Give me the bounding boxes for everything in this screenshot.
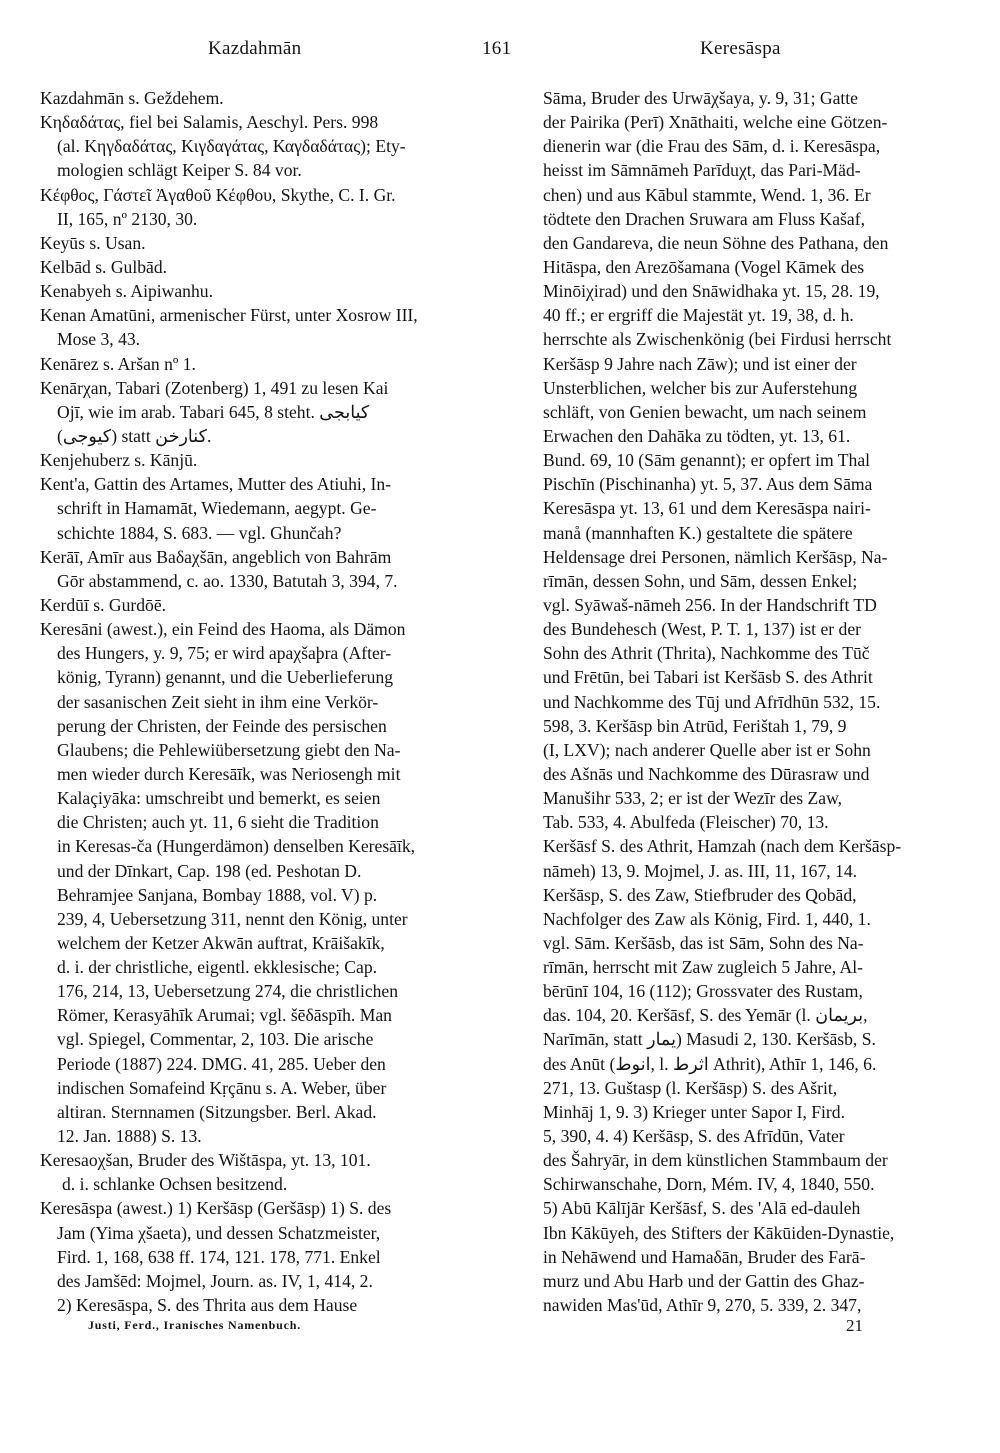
text-line: des Jamšēd: Mojmel, Journ. as. IV, 1, 414, 2. [57,1270,373,1291]
text-line: Kenjehuberz s. Kānjū. [40,450,198,471]
text-line: Nachfolger des Zaw als König, Fird. 1, 440, 1. [543,908,871,929]
text-line: Kenabyeh s. Aipiwanhu. [40,281,213,302]
text-line: 598, 3. Keršāsp bin Atrūd, Ferištah 1, 79, 9 [543,715,847,736]
text-line: Glaubens; die Pehlewiübersetzung giebt den Na- [57,739,401,760]
text-line: und der Dīnkart, Cap. 198 (ed. Peshotan D. [57,860,362,881]
text-line: perung der Christen, der Feinde des persischen [57,715,387,736]
text-line: Sohn des Athrit (Thrita), Nachkomme des Tūč [543,643,870,664]
text-line: Keresāspa (awest.) 1) Keršāsp (Geršāsp) 1) S. des [40,1198,392,1219]
text-line: des Hungers, y. 9, 75; er wird apaχšaþra (After- [57,643,392,664]
text-line: in Nehāwend und Hamaδān, Bruder des Farā- [543,1246,866,1267]
text-line: Tab. 533, 4. Abulfeda (Fleischer) 70, 13. [543,812,829,833]
text-line: Römer, Kerasyāhīk Arumai; vgl. šēδāspīh. Man [57,1005,392,1026]
text-line: Jam (Yima χšaeta), und dessen Schatzmeister, [57,1222,381,1243]
text-line: und Frētūn, bei Tabari ist Keršāsb S. des Athrit [543,667,873,688]
text-line: vgl. Spiegel, Commentar, 2, 103. Die arische [57,1029,374,1050]
text-line: indischen Somafeind Kṛçānu s. A. Weber, über [57,1077,387,1098]
text-line: Erwachen den Dahāka zu tödten, yt. 13, 61. [543,425,851,446]
text-line: schläft, von Genien bewacht, um nach seinem [543,401,867,422]
text-line: bērūnī 104, 16 (112); Grossvater des Rustam, [543,981,863,1002]
text-line: Mose 3, 43. [57,329,141,350]
text-line: mologien schlägt Keiper S. 84 vor. [57,160,302,181]
text-line: d. i. schlanke Ochsen besitzend. [62,1174,288,1195]
text-line: das. 104, 20. Keršāsf, S. des Yemār (l. بريمان, [543,1005,868,1026]
text-line: des Bundehesch (West, P. T. 1, 137) ist er der [543,619,861,640]
text-line: manå (mannhaften K.) gestaltete die spätere [543,522,853,543]
running-head-left: Kazdahmān [208,38,302,59]
text-line: 12. Jan. 1888) S. 13. [57,1126,202,1147]
text-line: Kalaçiyāka: umschreibt und bemerkt, es seien [57,788,381,809]
text-line: in Keresas-ča (Hungerdämon) denselben Keresāīk, [57,836,416,857]
text-line: murz und Abu Harb und der Gattin des Ghaz- [543,1270,865,1291]
text-line: Keršāsf S. des Athrit, Hamzah (nach dem Keršāsp- [543,836,902,857]
text-line: 5, 390, 4. 4) Keršāsp, S. des Afrīdūn, Vater [543,1126,845,1147]
text-line: Heldensage drei Personen, nämlich Keršāsp, Na- [543,546,888,567]
text-line: 176, 214, 13, Uebersetzung 274, die christlichen [57,981,399,1002]
text-line: Kerāī, Amīr aus Baδaχšān, angeblich von Bahrām [40,546,392,567]
text-line: Hitāspa, den Arezōšamana (Vogel Kāmek des [543,256,865,277]
right-column [543,86,979,1317]
footer-source: Justi, Ferd., Iranisches Namenbuch. [88,1318,302,1332]
text-line: des Anūt (انوط, l. اثرط Athrit), Athīr 1, 146, 6. [543,1053,877,1074]
text-line: rīmān, herrscht mit Zaw zugleich 5 Jahre, Al- [543,957,864,978]
running-head-right: Keresāspa [700,38,781,59]
text-line: (al. Κηγδαδάτας, Κιγδαγάτας, Καγδαδάτας); Ety- [57,136,406,157]
text-line: herrschte als Zwischenkönig (bei Firdusi herrscht [543,329,892,350]
text-line: Keresāni (awest.), ein Feind des Haoma, als Dämon [40,619,406,640]
text-line: Kerdūī s. Gurdōē. [40,594,167,615]
text-line: und Nachkomme des Tūj und Afrīdhūn 532, 15. [543,691,881,712]
text-line: Bund. 69, 10 (Sām genannt); er opfert im Thal [543,450,871,471]
page-number: 161 [482,38,512,59]
text-line: Minōiχirad) und den Snāwidhaka yt. 15, 28. 19, [543,281,880,302]
text-line: Narīmān, statt يمار) Masudi 2, 130. Keršāsb, S. [543,1029,876,1050]
text-line: 239, 4, Uebersetzung 311, nennt den König, unter [57,908,408,929]
text-line: Κηδαδάτας, fiel bei Salamis, Aeschyl. Pers. 998 [40,112,379,133]
text-line: Kazdahmān s. Geždehem. [40,88,224,108]
text-line: men wieder durch Keresāīk, was Neriosengh mit [57,763,401,784]
text-line: Keresāspa yt. 13, 61 und dem Keresāspa nairi- [543,498,871,519]
text-line: Keršāsp 9 Jahre nach Zāw); und ist einer der [543,353,857,374]
text-line: des Ašnās und Nachkomme des Dūrasraw und [543,763,870,784]
text-line: Κέφθος, Γάστεῖ Ἀγαθοῦ Κέφθου, Skythe, C. I. Gr. [40,184,396,205]
text-line: Schirwanschahe, Dorn, Mém. IV, 4, 1840, 550. [543,1174,875,1195]
text-line: II, 165, nº 2130, 30. [57,208,198,229]
text-line: schichte 1884, S. 683. — vgl. Ghunčah? [57,522,342,543]
text-line: dienerin war (die Frau des Sām, d. i. Keresāspa, [543,136,881,157]
text-line: Minhāj 1, 9. 3) Krieger unter Sapor I, Fird. [543,1101,845,1122]
text-line: Ojī, wie im arab. Tabari 645, 8 steht. كيابجى [57,401,370,422]
text-line: Kenārχan, Tabari (Zotenberg) 1, 491 zu lesen Kai [40,377,389,398]
text-line: rīmān, dessen Sohn, und Sām, dessen Enkel; [543,570,858,591]
text-line: Kenan Amatūni, armenischer Fürst, unter Xosrow III, [40,305,418,326]
text-line: vgl. Syāwaš-nāmeh 256. In der Handschrift TD [543,594,877,615]
text-line: schrift in Hamamāt, Wiedemann, aegypt. Ge- [57,498,377,519]
text-line: Keršāsp, S. des Zaw, Stiefbruder des Qobād, [543,884,857,905]
text-line: Behramjee Sanjana, Bombay 1888, vol. V) p. [57,884,378,905]
text-line: 5) Abū Kālījār Keršāsf, S. des 'Alā ed-dauleh [543,1198,861,1219]
text-line: nawiden Mas'ūd, Athīr 9, 270, 5. 339, 2. 347, [543,1295,862,1316]
text-line: altiran. Sternnamen (Sitzungsber. Berl. Akad. [57,1101,377,1122]
text-line: Kelbād s. Gulbād. [40,256,168,277]
text-line: d. i. der christliche, eigentl. ekklesische; Cap. [57,957,378,978]
text-line: (كيوجى) statt كنارخن. [57,425,212,446]
text-line: Keyūs s. Usan. [40,232,146,253]
text-line: Kenārez s. Aršan nº 1. [40,353,196,374]
text-line: (I, LXV); nach anderer Quelle aber ist er Sohn [543,739,871,760]
text-line: der Pairika (Perī) Xnāthaiti, welche eine Götzen- [543,112,888,133]
text-line: Gōr abstammend, c. ao. 1330, Batutah 3, 394, 7. [57,570,398,591]
text-line: Ibn Kākūyeh, des Stifters der Kākūiden-Dynastie, [543,1222,895,1243]
text-line: Unsterblichen, welcher bis zur Auferstehung [543,377,858,398]
text-line: Pischīn (Pischinanha) yt. 5, 37. Aus dem Sāma [543,474,873,495]
text-line: des Šahryār, in dem künstlichen Stammbaum der [543,1150,888,1171]
text-line: tödtete den Drachen Sruwara am Fluss Kašaf, [543,208,865,229]
text-line: Fird. 1, 168, 638 ff. 174, 121. 178, 771. Enkel [57,1246,381,1267]
text-line: Periode (1887) 224. DMG. 41, 285. Ueber den [57,1053,386,1074]
text-line: der sasanischen Zeit sieht in ihm eine Verkör- [57,691,379,712]
left-column [40,86,476,1317]
text-line: die Christen; auch yt. 11, 6 sieht die Tradition [57,812,379,833]
text-line: chen) und aus Kābul stammte, Wend. 1, 36. Er [543,184,871,205]
text-line: 271, 13. Guštasp (l. Keršāsp) S. des Ašrit, [543,1077,838,1098]
text-line: Kent'a, Gattin des Artames, Mutter des Atiuhi, In- [40,474,392,495]
text-line: den Gandareva, die neun Söhne des Pathana, den [543,232,889,253]
text-line: Sāma, Bruder des Urwāχšaya, y. 9, 31; Gatte [543,88,858,108]
text-line: heisst im Sāmnāmeh Parīduχt, das Pari-Mäd- [543,160,861,181]
text-line: 2) Keresāspa, S. des Thrita aus dem Hause [57,1295,358,1316]
text-line: 40 ff.; er ergriff die Majestät yt. 19, 38, d. h. [543,305,854,326]
text-line: vgl. Sām. Keršāsb, das ist Sām, Sohn des Na- [543,932,864,953]
text-line: welchem der Ketzer Akwān auftrat, Krāišakīk, [57,932,385,953]
text-line: könig, Tyrann) genannt, und die Ueberlieferung [57,667,394,688]
text-line: nāmeh) 13, 9. Mojmel, J. as. III, 11, 167, 14. [543,860,858,881]
text-line: Manušihr 533, 2; er ist der Wezīr des Zaw, [543,788,843,809]
text-line: Keresaoχšan, Bruder des Wištāspa, yt. 13, 101. [40,1150,371,1171]
signature-mark: 21 [846,1316,863,1335]
